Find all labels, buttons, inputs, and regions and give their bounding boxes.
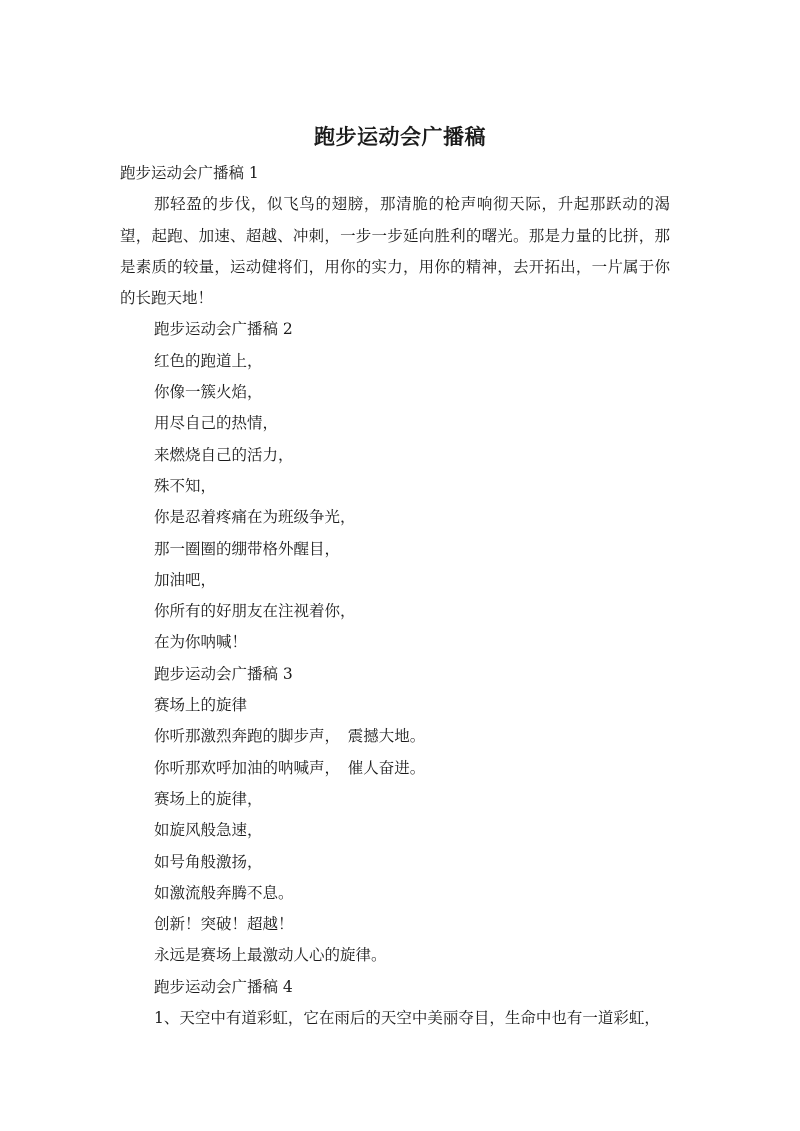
poem-line: 如号角般激扬， (154, 852, 263, 871)
section-1-heading: 跑步运动会广播稿 1 (120, 164, 259, 182)
document-title: 跑步运动会广播稿 (314, 125, 486, 149)
poem-line: 赛场上的旋律 (154, 696, 248, 715)
poem-line: 你所有的好朋友在注视着你， (154, 602, 356, 621)
section-4-heading: 跑步运动会广播稿 4 (154, 977, 293, 996)
poem-line: 那一圈圈的绷带格外醒目， (154, 539, 341, 558)
poem-line: 赛场上的旋律， (154, 789, 263, 808)
poem-line: 你听那激烈奔跑的脚步声， 震撼大地。 (154, 727, 426, 746)
section-3-heading: 跑步运动会广播稿 3 (154, 664, 293, 683)
document-body (120, 158, 670, 1034)
poem-line: 红色的跑道上， (154, 351, 263, 370)
section-1-paragraph: 那轻盈的步伐，似飞鸟的翅膀，那清脆的枪声响彻天际，升起那跃动的渴望，起跑、加速、超越、冲刺，一步一步延向胜利的曙光。那是力量的比拼，那是素质的较量，运动健将们，用你的实力，用你的精神，去开拓出，一片属于你的长跑天地！ (120, 195, 670, 308)
poem-line: 你听那欢呼加油的呐喊声， 催人奋进。 (154, 758, 426, 777)
poem-line: 殊不知， (154, 476, 217, 495)
poem-line: 来燃烧自己的活力， (154, 445, 294, 464)
poem-line: 如旋风般急速， (154, 821, 263, 840)
poem-line: 在为你呐喊！ (154, 633, 248, 652)
poem-line: 创新！突破！超越！ (154, 915, 294, 934)
poem-line: 用尽自己的热情， (154, 414, 279, 433)
poem-line: 如激流般奔腾不息。 (154, 883, 294, 902)
poem-line: 你像一簇火焰， (154, 383, 263, 402)
section-2-heading: 跑步运动会广播稿 2 (154, 320, 293, 339)
section-4-paragraph-start: 1、天空中有道彩虹，它在雨后的天空中美丽夺目，生命中也有一道彩虹， (154, 1009, 660, 1028)
poem-line: 你是忍着疼痛在为班级争光， (154, 508, 356, 527)
poem-line: 加油吧， (154, 570, 217, 589)
poem-line: 永远是赛场上最激动人心的旋律。 (154, 946, 387, 965)
